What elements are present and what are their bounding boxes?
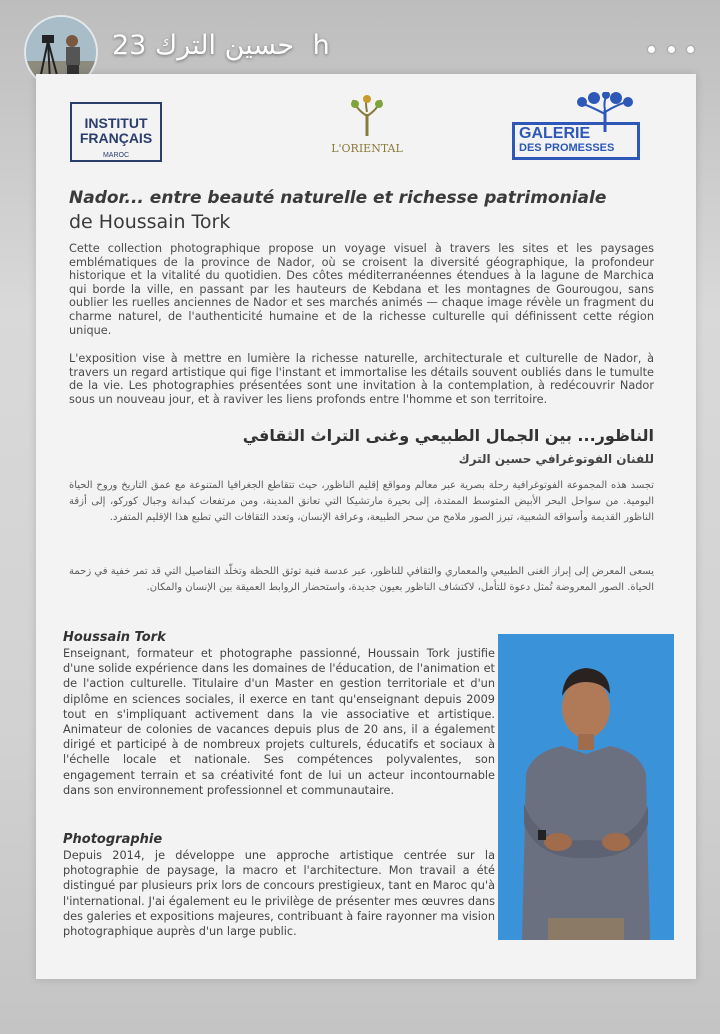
story-meta bbox=[112, 30, 340, 61]
paragraph-ar-2: يسعى المعرض إلى إبراز الغنى الطبيعي والمعماري والثقافي للناظور، عبر عدسة فنية توثق اللحظة وتخلّد التفاصيل التي قد تمر خفية في زحمة الحياة. الصور المعروضة تُمثل دعوة للتأمل، لاكتشاف الناظور بعيون جديدة، واستحضار الروابط العميقة بين الإنسان والمكان. bbox=[69, 566, 654, 593]
institut-line3: MAROC bbox=[102, 152, 130, 159]
paragraph-ar-1: تجسد هذه المجموعة الفوتوغرافية رحلة بصرية عبر معالم ومواقع إقليم الناظور، حيث تتقاطع الجغرافيا المتنوعة مع عمق التاريخ وروح الحياة اليومية. من سواحل البحر الأبيض المتوسط الممتدة، إلى بحيرة مارتشيكا التي تعانق المدينة، ومن مرتفعات كبدانة وجبال كوركو، إلى أزقة الناظور القديمة وأسواقه الشعبية، تبرز الصور ملامح من سحر الطبيعة، وعراقة الإنسان، وتعدد الثقافات التي تطبع هذا الإقليم المتفرد. bbox=[69, 480, 654, 523]
bio-title: Houssain Tork bbox=[63, 630, 166, 645]
institut-francais-logo bbox=[70, 102, 162, 162]
portrait-photo bbox=[498, 634, 674, 940]
document-subtitle-ar: للفنان الفوتوغرافي حسين الترك bbox=[458, 452, 654, 466]
photography-title: Photographie bbox=[63, 832, 163, 847]
document-title-text: Nador... entre beauté naturelle et richesse patrimoniale bbox=[69, 188, 607, 208]
more-horizontal-icon[interactable] bbox=[648, 34, 694, 64]
institut-line2: FRANÇAIS bbox=[79, 130, 153, 146]
bio-text: Enseignant, formateur et photographe passionné, Houssain Tork justifie d'une solide expérience dans les domaines de l'éducation, de l'animation et de l'action culturelle. Titulaire d'un Master en gestion territoriale et d'un diplôme en sciences sociales, il exerce en tant qu'enseignant depuis 2009 tout en s'impliquant activement dans la vie associative et artistique. Animateur de colonies de vacances depuis plus de 20 ans, il a également dirigé et participé à de nombreux projets culturels, éducatifs et sociaux à l'échelle locale et nationale. Ses compétences polyvalentes, son engagement terrain et sa créativité font de lui un acteur incontournable dans son environnement professionnel et communautaire. bbox=[63, 647, 495, 797]
story-username[interactable]: حسين الترك bbox=[154, 30, 295, 61]
paragraph-fr-2: L'exposition vise à mettre en lumière la richesse naturelle, architecturale et culturelle de Nador, à travers un regard artistique qui fige l'instant et immortalise les détails souvent oubliés dans le tumulte de la vie. Les photographies présentées sont une invitation à la contemplation, à redécouvrir Nador sous un nouveau jour, et à raviver les liens profonds entre l'homme et son territoire. bbox=[69, 352, 654, 406]
galerie-line1: GALERIE bbox=[519, 125, 591, 142]
portrait-person bbox=[498, 634, 674, 940]
oriental-logo bbox=[322, 94, 412, 156]
document-title-ar: الناظور... بين الجمال الطبيعي وغنى التراث الثقافي bbox=[242, 426, 654, 445]
oriental-tree-icon bbox=[347, 94, 387, 138]
galerie-logo bbox=[512, 94, 644, 164]
galerie-line2: DES PROMESSES bbox=[519, 142, 615, 154]
document-title bbox=[69, 186, 679, 234]
photography-text: Depuis 2014, je développe une approche artistique centrée sur la photographie de paysage, la macro et l'architecture. Mon travail a été distingué par plusieurs prix lors de concours prestigieux, tant en Maroc qu'à l'international. J'ai également eu le privilège de présenter mes œuvres dans des galeries et expositions majeures, contribuant à faire rayonner ma vision photographique auprès d'un large public. bbox=[63, 849, 495, 939]
paragraph-fr-1: Cette collection photographique propose un voyage visuel à travers les sites et les paysages emblématiques de la province de Nador, où se croisent la diversité géographique, la profondeur historique et la vitalité du quotidien. Des côtes méditerranéennes étendues à la lagune de Marchica qui borde la ville, en passant par les hauteurs de Kebdana et les montagnes de Gourougou, sans oublier les ruelles anciennes de Nador et ses marchés animés — chaque image révèle un fragment du charme naturel, de l'authenticité humaine et de la richesse culturelle qui définissent cette région unique. bbox=[69, 242, 654, 337]
institut-line1: INSTITUT bbox=[84, 115, 148, 131]
story-time: 23 h bbox=[112, 30, 330, 61]
oriental-text: L'ORIENTAL bbox=[331, 142, 403, 155]
document-paper bbox=[36, 74, 696, 979]
document-subtitle: de Houssain Tork bbox=[69, 211, 231, 233]
